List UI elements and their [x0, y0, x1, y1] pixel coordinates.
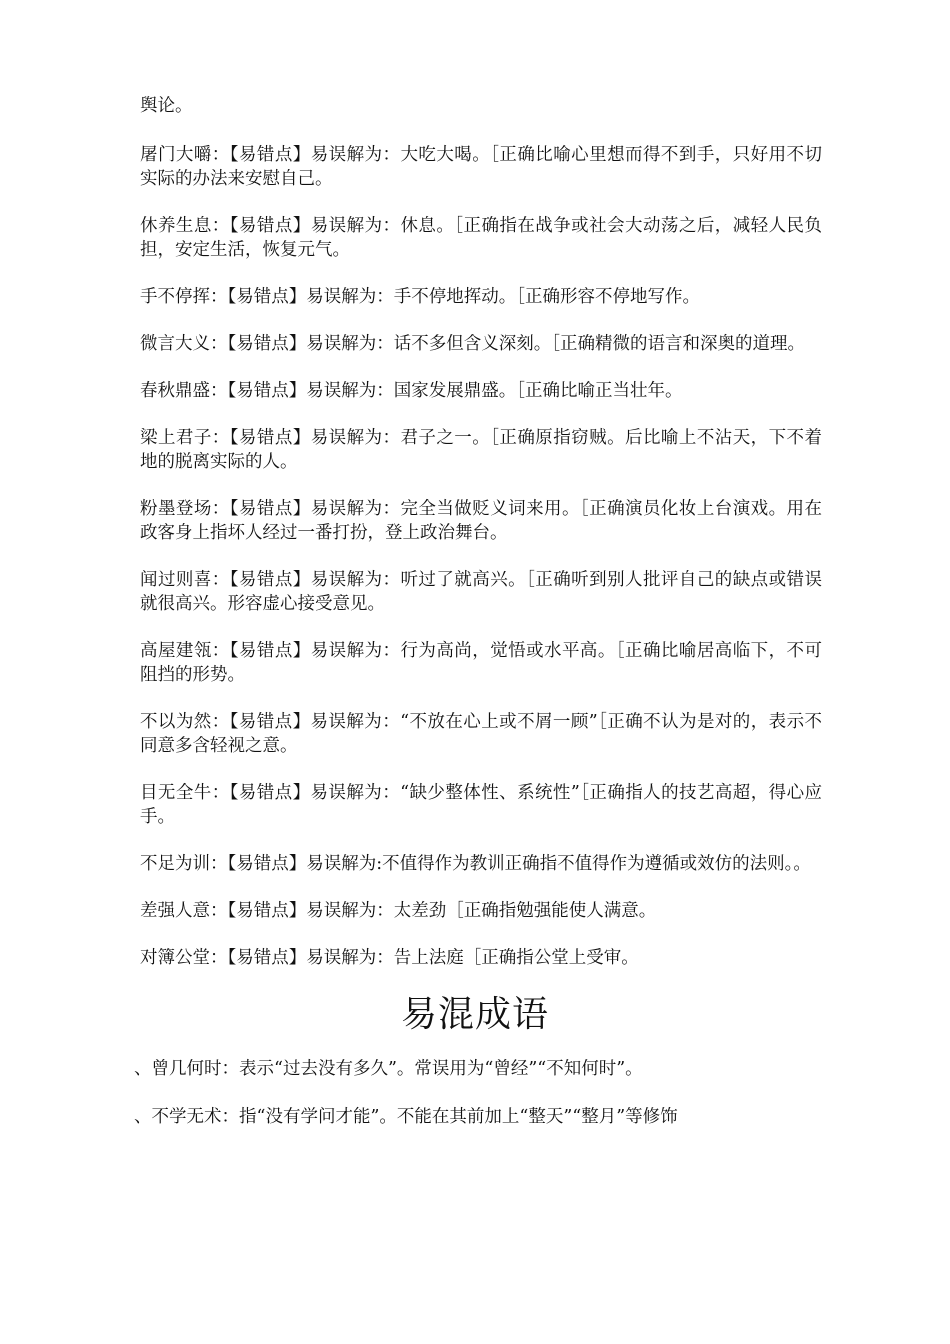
- idiom-entry: 目无全牛：【易错点】易误解为：“缺少整体性、系统性”［正确指人的技艺高超，得心应手。: [140, 783, 822, 827]
- list-item: 、曾几何时：表示“过去没有多久”。常误用为“曾经”“不知何时”。: [134, 1059, 643, 1079]
- idiom-entry: 不足为训：【易错点】易误解为:不值得作为教训正确指不值得作为遵循或效仿的法则。。: [140, 854, 811, 874]
- idiom-entry: 粉墨登场：【易错点】易误解为：完全当做贬义词来用。［正确演员化妆上台演戏。用在政客身上指坏人经过一番打扮，登上政治舞台。: [140, 499, 822, 543]
- document-body: [134, 94, 822, 1153]
- intro-text: 舆论。: [140, 96, 193, 116]
- idiom-entry: 高屋建瓴：【易错点】易误解为：行为高尚，觉悟或水平高。［正确比喻居高临下，不可阻挡的形势。: [140, 641, 822, 685]
- confusable-idiom-list: [134, 1057, 822, 1129]
- idiom-entry: 手不停挥：【易错点】易误解为：手不停地挥动。［正确形容不停地写作。: [140, 287, 700, 307]
- idiom-entry: 休养生息：【易错点】易误解为：休息。［正确指在战争或社会大动荡之后，减轻人民负担，安定生活，恢复元气。: [140, 216, 822, 260]
- idiom-entry: 微言大义：【易错点】易误解为：话不多但含义深刻。［正确精微的语言和深奥的道理。: [140, 334, 805, 354]
- idiom-entry: 差强人意：【易错点】易误解为：太差劲［正确指勉强能使人满意。: [140, 901, 657, 921]
- idiom-entry: 对簿公堂：【易错点】易误解为：告上法庭［正确指公堂上受审。: [140, 948, 639, 968]
- idiom-entry: 梁上君子：【易错点】易误解为：君子之一。［正确原指窃贼。后比喻上不沾天，下不着地的脱离实际的人。: [140, 428, 822, 472]
- section-heading: 易混成语: [400, 994, 549, 1035]
- idiom-entry: 屠门大嚼：【易错点】易误解为：大吃大喝。［正确比喻心里想而得不到手，只好用不切实际的办法来安慰自己。: [140, 145, 822, 189]
- list-item: 、不学无术：指“没有学问才能”。不能在其前加上“整天”“整月”等修饰: [134, 1107, 678, 1127]
- idiom-entry: 春秋鼎盛：【易错点】易误解为：国家发展鼎盛。［正确比喻正当壮年。: [140, 381, 683, 401]
- idiom-entry: 不以为然：【易错点】易误解为：“不放在心上或不屑一顾”［正确不认为是对的，表示不同意多含轻视之意。: [140, 712, 822, 756]
- idiom-entry: 闻过则喜：【易错点】易误解为：听过了就高兴。［正确听到别人批评自己的缺点或错误就很高兴。形容虚心接受意见。: [140, 570, 822, 614]
